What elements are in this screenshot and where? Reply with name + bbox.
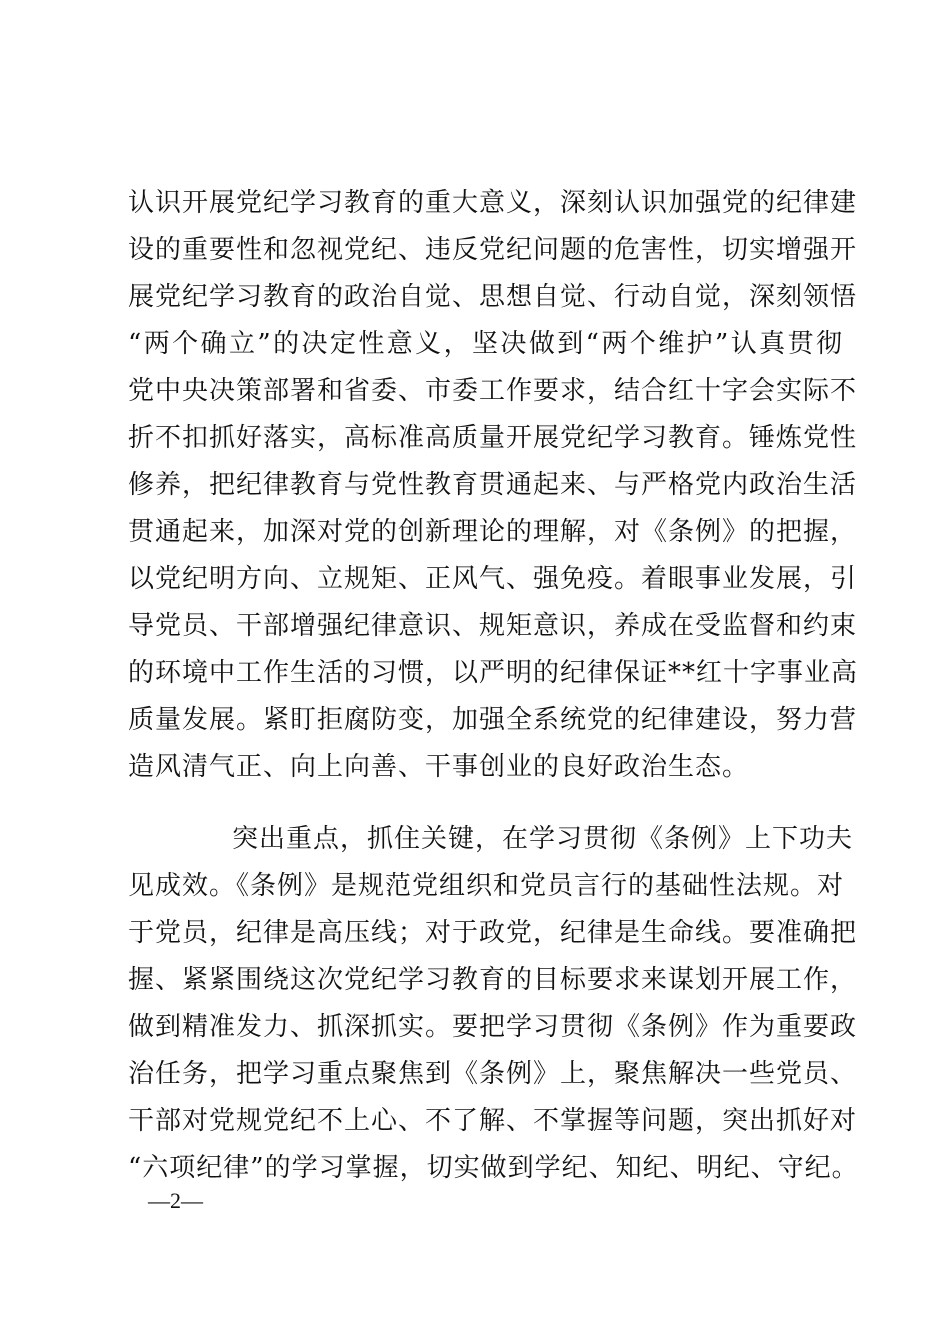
paragraph-1-line-2: 设的重要性和忽视党纪、违反党纪问题的危害性，切实增强开 [128, 235, 858, 265]
paragraph-1-line-11: 的环境中工作生活的习惯，以严明的纪律保证**红十字事业高 [128, 658, 859, 688]
paragraph-1-line-8: 贯通起来，加深对党的创新理论的理解，对《条例》的把握， [128, 517, 858, 547]
paragraph-2-line-1: 突出重点，抓住关键，在学习贯彻《条例》上下功夫 [232, 824, 854, 854]
paragraph-1-line-10: 导党员、干部增强纪律意识、规矩意识，养成在受监督和约束 [128, 611, 858, 641]
paragraph-2-line-4: 握、紧紧围绕这次党纪学习教育的目标要求来谋划开展工作， [128, 965, 858, 995]
paragraph-2-line-2: 见成效。《条例》是规范党组织和党员言行的基础性法规。对 [128, 871, 845, 901]
paragraph-2-line-6: 治任务，把学习重点聚焦到《条例》上，聚焦解决一些党员、 [128, 1059, 858, 1089]
paragraph-1-line-5: 党中央决策部署和省委、市委工作要求，结合红十字会实际不 [128, 376, 858, 406]
paragraph-1-line-1: 认识开展党纪学习教育的重大意义，深刻认识加强党的纪律建 [128, 188, 858, 218]
paragraph-1-line-12: 质量发展。紧盯拒腐防变，加强全系统党的纪律建设，努力营 [128, 705, 858, 735]
page-number: —2— [148, 1188, 203, 1213]
paragraph-2-line-8: “六项纪律”的学习掌握，切实做到学纪、知纪、明纪、守纪。 [128, 1153, 859, 1183]
paragraph-1-line-4: “两个确立”的决定性意义，坚决做到“两个维护”认真贯彻 [128, 329, 843, 359]
paragraph-2-line-5: 做到精准发力、抓深抓实。要把学习贯彻《条例》作为重要政 [128, 1012, 858, 1042]
paragraph-1-line-6: 折不扣抓好落实，高标准高质量开展党纪学习教育。锤炼党性 [128, 423, 858, 453]
paragraph-2-line-3: 于党员，纪律是高压线；对于政党，纪律是生命线。要准确把 [128, 918, 858, 948]
paragraph-1-line-7: 修养，把纪律教育与党性教育贯通起来、与严格党内政治生活 [128, 470, 858, 500]
paragraph-2-line-7: 干部对党规党纪不上心、不了解、不掌握等问题，突出抓好对 [128, 1106, 858, 1136]
paragraph-1-line-13: 造风清气正、向上向善、干事创业的良好政治生态。 [128, 752, 750, 782]
paragraph-1-line-3: 展党纪学习教育的政治自觉、思想自觉、行动自觉，深刻领悟 [128, 282, 858, 312]
paragraph-1-line-9: 以党纪明方向、立规矩、正风气、强免疫。着眼事业发展，引 [128, 564, 858, 594]
